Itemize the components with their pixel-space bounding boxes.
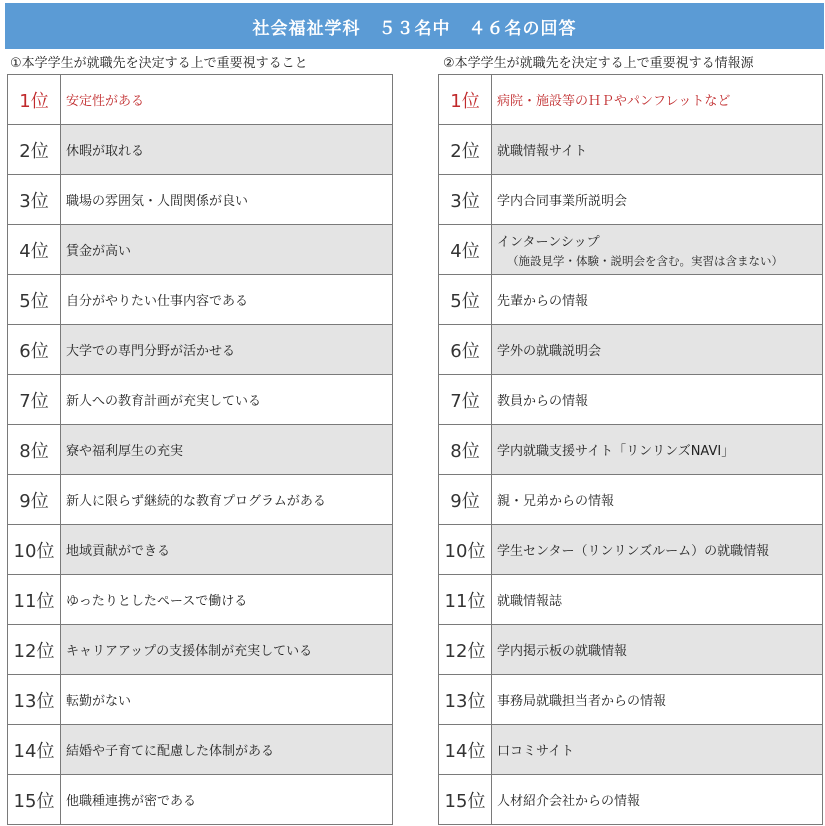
item-text: 学内合同事業所説明会 bbox=[497, 194, 628, 209]
rank-cell: 11位 bbox=[439, 575, 492, 625]
item-text: 先輩からの情報 bbox=[497, 294, 589, 309]
item-text: 地域貢献ができる bbox=[66, 544, 171, 559]
item-text: 自分がやりたい仕事内容である bbox=[66, 294, 249, 309]
item-cell bbox=[492, 125, 823, 175]
rank-cell: 13位 bbox=[439, 675, 492, 725]
item-cell bbox=[61, 775, 393, 825]
item-text: 親・兄弟からの情報 bbox=[497, 494, 615, 509]
item-text: 大学での専門分野が活かせる bbox=[66, 344, 236, 359]
rank-cell: 7位 bbox=[8, 375, 61, 425]
table-row bbox=[439, 675, 823, 725]
table-row bbox=[8, 175, 393, 225]
table-row bbox=[8, 625, 393, 675]
item-cell bbox=[61, 675, 393, 725]
table-row bbox=[8, 75, 393, 125]
item-text: 人材紹介会社からの情報 bbox=[497, 794, 641, 809]
priorities-table bbox=[7, 74, 393, 825]
item-text: 寮や福利厚生の充実 bbox=[66, 444, 184, 459]
table-row bbox=[439, 475, 823, 525]
item-text: 賃金が高い bbox=[66, 244, 132, 259]
rank-cell: 10位 bbox=[439, 525, 492, 575]
rank-cell: 12位 bbox=[439, 625, 492, 675]
item-cell bbox=[61, 375, 393, 425]
rank-cell: 4位 bbox=[8, 225, 61, 275]
item-cell bbox=[492, 225, 823, 275]
item-text: 結婚や子育てに配慮した体制がある bbox=[66, 744, 275, 759]
item-text: 休暇が取れる bbox=[66, 144, 145, 159]
rank-cell: 9位 bbox=[439, 475, 492, 525]
rank-cell: 4位 bbox=[439, 225, 492, 275]
table-row bbox=[439, 125, 823, 175]
table-row bbox=[439, 75, 823, 125]
rank-cell: 8位 bbox=[439, 425, 492, 475]
item-cell bbox=[61, 225, 393, 275]
item-text: インターンシップ bbox=[497, 234, 600, 250]
item-text: 職場の雰囲気・人間関係が良い bbox=[66, 194, 249, 209]
item-text: 事務局就職担当者からの情報 bbox=[497, 694, 667, 709]
item-text: 口コミサイト bbox=[497, 744, 575, 759]
table-row bbox=[439, 325, 823, 375]
table-row bbox=[439, 225, 823, 275]
rank-cell: 10位 bbox=[8, 525, 61, 575]
rank-cell: 2位 bbox=[8, 125, 61, 175]
left-table-subtitle: ①本学学生が就職先を決定する上で重要視すること bbox=[10, 56, 308, 71]
rank-cell: 2位 bbox=[439, 125, 492, 175]
table-row bbox=[8, 775, 393, 825]
item-cell bbox=[492, 175, 823, 225]
item-cell bbox=[492, 625, 823, 675]
item-cell bbox=[492, 375, 823, 425]
item-cell bbox=[61, 75, 393, 125]
table-row bbox=[439, 425, 823, 475]
item-cell bbox=[61, 125, 393, 175]
table-row bbox=[439, 525, 823, 575]
rank-cell: 6位 bbox=[439, 325, 492, 375]
item-text: 教員からの情報 bbox=[497, 394, 589, 409]
item-cell bbox=[61, 625, 393, 675]
table-row bbox=[439, 275, 823, 325]
item-cell bbox=[492, 425, 823, 475]
rank-cell: 15位 bbox=[439, 775, 492, 825]
table-row bbox=[8, 225, 393, 275]
item-cell bbox=[492, 725, 823, 775]
table-row bbox=[8, 325, 393, 375]
item-cell bbox=[492, 675, 823, 725]
item-cell bbox=[492, 775, 823, 825]
table-row bbox=[8, 425, 393, 475]
right-table-subtitle: ②本学学生が就職先を決定する上で重要視する情報源 bbox=[443, 56, 754, 71]
table-row bbox=[8, 525, 393, 575]
rank-cell: 1位 bbox=[8, 75, 61, 125]
rank-cell: 8位 bbox=[8, 425, 61, 475]
item-text: 安定性がある bbox=[66, 94, 145, 109]
item-cell bbox=[492, 575, 823, 625]
item-cell bbox=[61, 575, 393, 625]
item-cell bbox=[492, 75, 823, 125]
rank-cell: 12位 bbox=[8, 625, 61, 675]
rank-cell: 13位 bbox=[8, 675, 61, 725]
item-text: 他職種連携が密である bbox=[66, 794, 197, 809]
item-cell bbox=[492, 275, 823, 325]
rank-cell: 15位 bbox=[8, 775, 61, 825]
item-cell bbox=[61, 525, 393, 575]
item-text: 学内就職支援サイト「リンリンズNAVI」 bbox=[497, 444, 735, 459]
rank-cell: 9位 bbox=[8, 475, 61, 525]
page-title: 社会福祉学科 ５３名中 ４６名の回答 bbox=[5, 3, 824, 49]
item-cell bbox=[61, 725, 393, 775]
item-text: 学生センター（リンリンズルーム）の就職情報 bbox=[497, 544, 770, 559]
info-sources-table bbox=[438, 74, 823, 825]
item-text: 病院・施設等のＨＰやパンフレットなど bbox=[497, 94, 731, 109]
table-row bbox=[439, 625, 823, 675]
item-text: 学内掲示板の就職情報 bbox=[497, 644, 628, 659]
item-cell bbox=[61, 275, 393, 325]
table-row bbox=[8, 475, 393, 525]
rank-cell: 5位 bbox=[8, 275, 61, 325]
item-cell bbox=[492, 525, 823, 575]
rank-cell: 5位 bbox=[439, 275, 492, 325]
table-row bbox=[8, 375, 393, 425]
rank-cell: 14位 bbox=[8, 725, 61, 775]
item-text: 就職情報誌 bbox=[497, 594, 563, 609]
item-cell bbox=[61, 425, 393, 475]
item-text: 新人に限らず継続的な教育プログラムがある bbox=[66, 494, 326, 509]
table-row bbox=[8, 125, 393, 175]
rank-cell: 14位 bbox=[439, 725, 492, 775]
table-row bbox=[439, 775, 823, 825]
item-text: 新人への教育計画が充実している bbox=[66, 394, 262, 409]
rank-cell: 11位 bbox=[8, 575, 61, 625]
table-row bbox=[8, 575, 393, 625]
rank-cell: 3位 bbox=[439, 175, 492, 225]
item-cell bbox=[492, 475, 823, 525]
table-row bbox=[8, 275, 393, 325]
item-cell bbox=[492, 325, 823, 375]
table-row bbox=[8, 725, 393, 775]
item-cell bbox=[61, 325, 393, 375]
table-row bbox=[439, 575, 823, 625]
item-text: ゆったりとしたペースで働ける bbox=[66, 594, 248, 609]
table-row bbox=[439, 375, 823, 425]
table-row bbox=[439, 725, 823, 775]
rank-cell: 1位 bbox=[439, 75, 492, 125]
table-row bbox=[8, 675, 393, 725]
item-cell bbox=[61, 475, 393, 525]
rank-cell: 6位 bbox=[8, 325, 61, 375]
item-cell bbox=[61, 175, 393, 225]
item-text: 就職情報サイト bbox=[497, 144, 588, 159]
item-text: 転勤がない bbox=[66, 694, 132, 709]
rank-cell: 3位 bbox=[8, 175, 61, 225]
table-row bbox=[439, 175, 823, 225]
item-text: キャリアアップの支援体制が充実している bbox=[66, 644, 313, 659]
rank-cell: 7位 bbox=[439, 375, 492, 425]
item-note: （施設見学・体験・説明会を含む。実習は含まない） bbox=[507, 253, 783, 268]
item-text: 学外の就職説明会 bbox=[497, 344, 602, 359]
